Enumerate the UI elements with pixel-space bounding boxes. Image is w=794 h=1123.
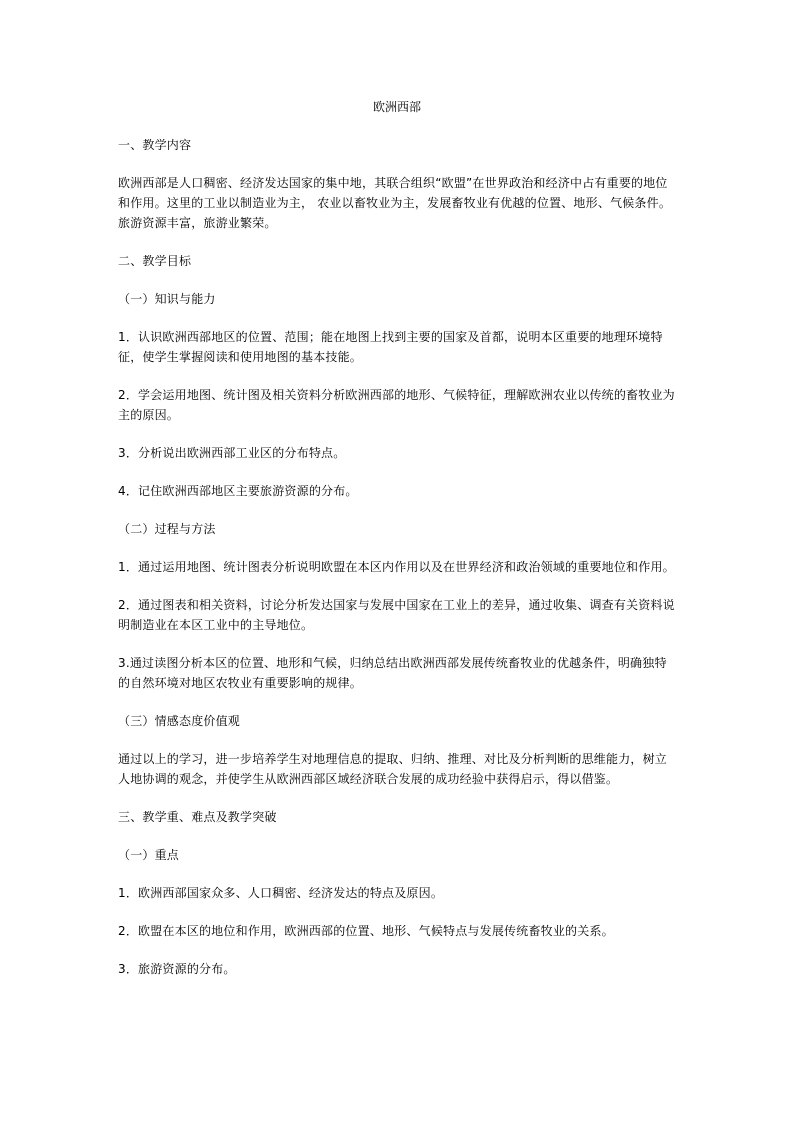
- process-item-2: 2．通过图表和相关资料，讨论分析发达国家与发展中国家在工业上的差异，通过收集、调查有关资料说明制造业在本区工业中的主导地位。: [118, 598, 675, 632]
- attitude-paragraph: 通过以上的学习，进一步培养学生对地理信息的提取、归纳、推理、对比及分析判断的思维能力，树立人地协调的观念，并使学生从欧洲西部区域经济联合发展的成功经验中获得启示，得以借鉴。: [118, 752, 668, 786]
- goal-item-2: 2．学会运用地图、统计图及相关资料分析欧洲西部的地形、气候特征，理解欧洲农业以传统的畜牧业为主的原因。: [118, 388, 675, 422]
- document-title: 欧洲西部: [372, 100, 421, 114]
- document-body: [118, 135, 678, 997]
- focus-item-1: 1．欧洲西部国家众多、人口稠密、经济发达的特点及原因。: [118, 886, 444, 900]
- content-paragraph: 欧洲西部是人口稠密、经济发达国家的集中地，其联合组织“欧盟”在世界政治和经济中占有重要的地位和作用。这里的工业以制造业为主， 农业以畜牧业为主，发展畜牧业有优越的位置、地形、气候条件。旅游资源丰富，旅游业繁荣。: [118, 176, 672, 230]
- section-heading-goals: 二、教学目标: [118, 254, 192, 268]
- section-heading-content: 一、教学内容: [118, 138, 192, 152]
- focus-item-3: 3．旅游资源的分布。: [118, 962, 236, 976]
- section-heading-keypoints: 三、教学重、难点及教学突破: [118, 810, 277, 824]
- goal-item-4: 4．记住欧洲西部地区主要旅游资源的分布。: [118, 484, 358, 498]
- process-item-3: 3.通过读图分析本区的位置、地形和气候，归纳总结出欧洲西部发展传统畜牧业的优越条件，明确独特的自然环境对地区农牧业有重要影响的规律。: [118, 656, 667, 690]
- process-item-1: 1．通过运用地图、统计图表分析说明欧盟在本区内作用以及在世界经济和政治领域的重要地位和作用。: [118, 560, 675, 574]
- goal-item-3: 3．分析说出欧洲西部工业区的分布特点。: [118, 446, 346, 460]
- focus-item-2: 2．欧盟在本区的地位和作用，欧洲西部的位置、地形、气候特点与发展传统畜牧业的关系。: [118, 924, 614, 938]
- subheading-knowledge: （一）知识与能力: [118, 292, 216, 306]
- subheading-attitude: （三）情感态度价值观: [118, 714, 241, 728]
- subheading-process: （二）过程与方法: [118, 522, 216, 536]
- subheading-focus: （一）重点: [118, 848, 180, 862]
- goal-item-1: 1．认识欧洲西部地区的位置、范围；能在地图上找到主要的国家及首都，说明本区重要的地理环境特征，使学生掌握阅读和使用地图的基本技能。: [118, 330, 663, 364]
